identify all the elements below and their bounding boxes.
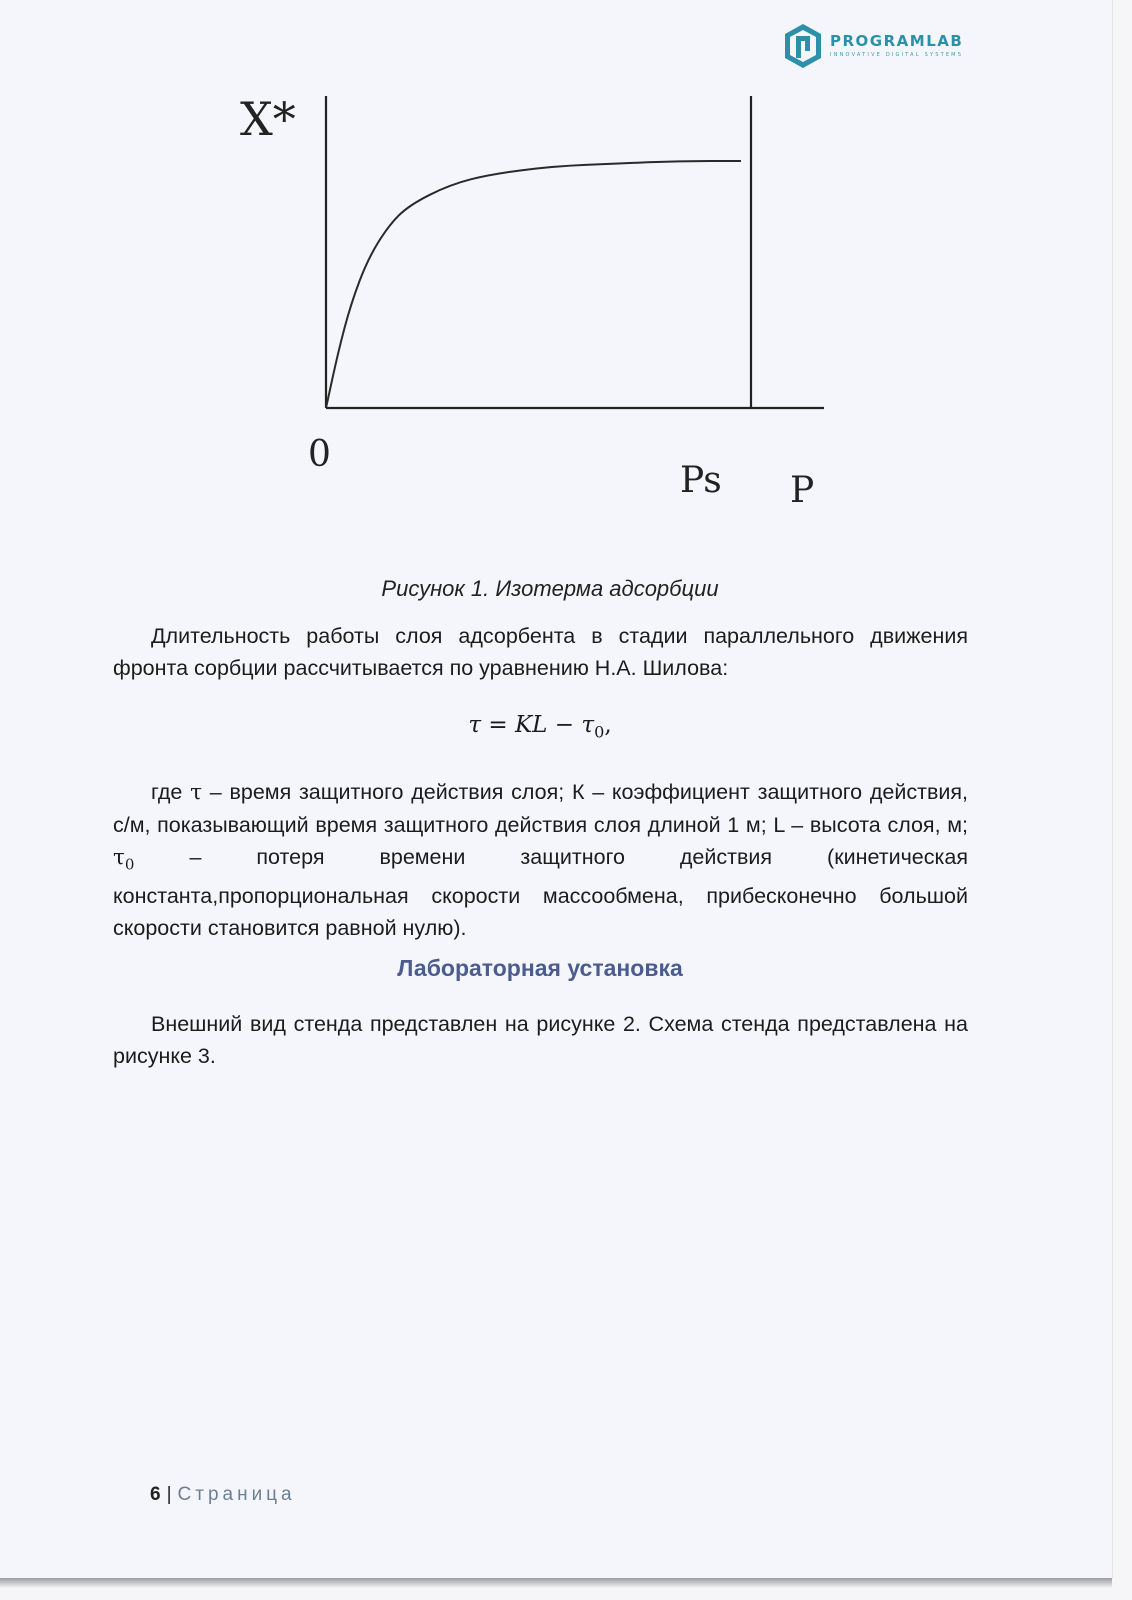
page-word: Страница (177, 1484, 296, 1505)
paragraph-stand: Внешний вид стенда представлен на рисунке 2. Схема стенда представлена на рисунке 3. (113, 1012, 968, 1068)
formula-minus: − (547, 712, 582, 738)
programlab-logo-icon (782, 22, 824, 70)
x-axis-label: P (790, 470, 815, 511)
paragraph-definitions (113, 776, 968, 944)
definitions-text-c: – потеря времени защитного действия (кинетическая константа,пропорциональная скорости массообмена, прибесконечно большой скорости становится равной нулю). (113, 845, 968, 941)
ps-label: Ps (680, 460, 722, 501)
formula-subscript: 0 (594, 722, 605, 742)
formula-kl: KL (514, 712, 548, 738)
origin-label: 0 (308, 434, 331, 475)
formula-comma: , (604, 712, 612, 738)
formula-tau0: τ (581, 712, 595, 738)
formula-equals: = (481, 712, 515, 738)
definitions-text-b: – время защитного действия слоя; К – коэффициент защитного действия, с/м, показывающий время защитного действия слоя длиной 1 м; L – высота слоя, м; (113, 780, 969, 837)
definitions-tau0: τ (113, 845, 125, 870)
page-number: 6 (150, 1484, 161, 1505)
paragraph-duration: Длительность работы слоя адсорбента в стадии параллельного движения фронта сорбции рассчитывается по уравнению Н.А. Шилова: (113, 624, 968, 680)
definitions-tau: τ (190, 780, 203, 805)
programlab-logo (782, 22, 982, 70)
shilov-equation (0, 712, 1080, 742)
formula-tau: τ (468, 712, 482, 738)
isotherm-chart (230, 80, 870, 420)
definitions-text-a: где (151, 780, 191, 804)
figure-caption: Рисунок 1. Изотерма адсорбции (381, 576, 719, 601)
section-title: Лабораторная установка (397, 955, 683, 981)
page-edge-shadow (0, 1578, 1112, 1588)
logo-tagline: INNOVATIVE DIGITAL SYSTEMS (830, 52, 964, 58)
isotherm-curve (326, 161, 741, 408)
definitions-subscript: 0 (124, 855, 135, 874)
page-footer (150, 1484, 296, 1506)
footer-separator: | (166, 1484, 172, 1505)
logo-name: PROGRAMLAB (830, 32, 964, 50)
y-axis-label: X* (240, 92, 296, 146)
adsorption-isotherm-figure (230, 80, 870, 530)
